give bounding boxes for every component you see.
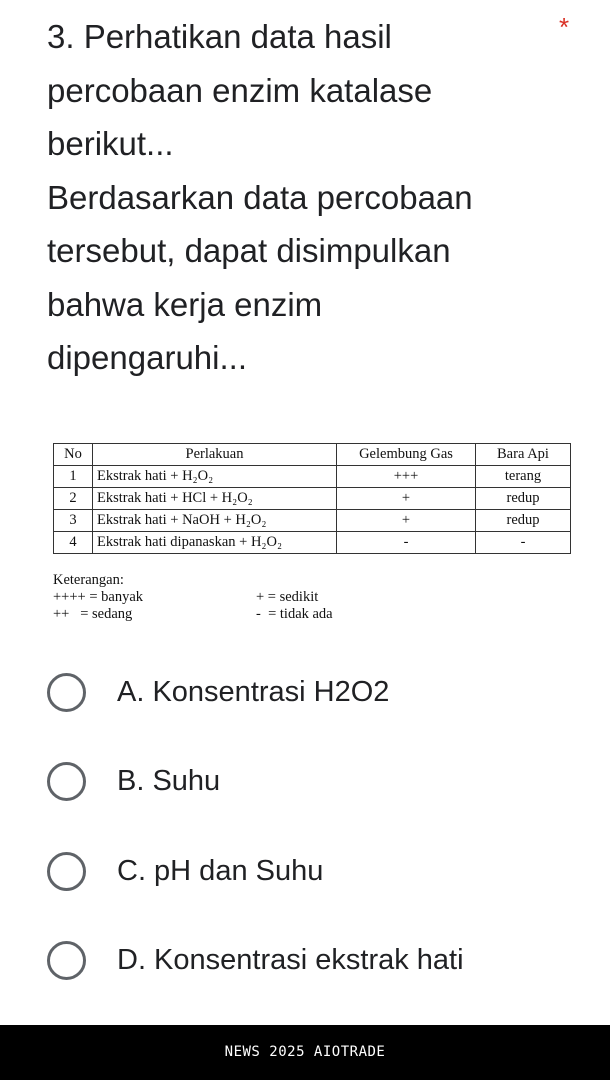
table-row bbox=[54, 510, 571, 532]
question-line: 3. Perhatikan data hasil bbox=[47, 18, 392, 55]
footer-banner: NEWS 2025 AIOTRADE bbox=[0, 1025, 610, 1080]
cell-gelembung-gas: +++ bbox=[337, 466, 476, 488]
cell-bara-api: redup bbox=[476, 488, 571, 510]
legend bbox=[53, 572, 571, 623]
cell-gelembung-gas: + bbox=[337, 488, 476, 510]
cell-no: 3 bbox=[54, 510, 93, 532]
radio-button-icon[interactable] bbox=[47, 673, 86, 712]
legend-item: ++ = sedang bbox=[53, 606, 133, 622]
cell-bara-api: terang bbox=[476, 466, 571, 488]
option-label: B. Suhu bbox=[117, 764, 221, 797]
cell-bara-api: - bbox=[476, 532, 571, 554]
header-perlakuan: Perlakuan bbox=[93, 444, 337, 466]
question-text bbox=[47, 10, 547, 385]
table-row bbox=[54, 466, 571, 488]
option-label: A. Konsentrasi H2O2 bbox=[117, 675, 390, 708]
radio-button-icon[interactable] bbox=[47, 762, 86, 801]
table-row bbox=[54, 532, 571, 554]
table-row bbox=[54, 488, 571, 510]
radio-button-icon[interactable] bbox=[47, 852, 86, 891]
data-table bbox=[53, 443, 571, 554]
table-header-row bbox=[54, 444, 571, 466]
required-asterisk: * bbox=[559, 12, 570, 42]
cell-perlakuan: Ekstrak hati + H₂O₂ bbox=[93, 466, 337, 488]
legend-row bbox=[53, 606, 571, 623]
option-b[interactable] bbox=[47, 757, 567, 805]
question-line: berikut... bbox=[47, 125, 174, 162]
cell-perlakuan: Ekstrak hati + NaOH + H₂O₂ bbox=[93, 510, 337, 532]
question-line: percobaan enzim katalase bbox=[47, 71, 433, 109]
question-line: dipengaruhi... bbox=[47, 339, 247, 376]
legend-item: ++++ = banyak bbox=[53, 589, 144, 605]
option-c[interactable] bbox=[47, 847, 567, 895]
radio-button-icon[interactable] bbox=[47, 941, 86, 980]
option-label: C. pH dan Suhu bbox=[117, 854, 324, 887]
cell-no: 4 bbox=[54, 532, 93, 554]
header-gelembung-gas: Gelembung Gas bbox=[337, 444, 476, 466]
legend-item: - = tidak ada bbox=[256, 606, 333, 622]
cell-gelembung-gas: - bbox=[337, 532, 476, 554]
question-line: tersebut, dapat disimpulkan bbox=[47, 232, 451, 269]
cell-perlakuan: Ekstrak hati + HCl + H₂O₂ bbox=[93, 488, 337, 510]
option-a[interactable] bbox=[47, 668, 567, 716]
legend-row bbox=[53, 589, 571, 606]
question-image bbox=[53, 443, 571, 623]
cell-bara-api: redup bbox=[476, 510, 571, 532]
legend-title: Keterangan: bbox=[53, 572, 124, 588]
question-line: bahwa kerja enzim bbox=[47, 285, 323, 323]
header-no: No bbox=[54, 444, 93, 466]
cell-gelembung-gas: + bbox=[337, 510, 476, 532]
cell-perlakuan: Ekstrak hati dipanaskan + H₂O₂ bbox=[93, 532, 337, 554]
option-label: D. Konsentrasi ekstrak hati bbox=[117, 943, 464, 976]
cell-no: 2 bbox=[54, 488, 93, 510]
legend-item: + = sedikit bbox=[256, 589, 319, 605]
cell-no: 1 bbox=[54, 466, 93, 488]
question-line: Berdasarkan data percobaan bbox=[47, 178, 473, 216]
header-bara-api: Bara Api bbox=[476, 444, 571, 466]
option-d[interactable] bbox=[47, 936, 567, 984]
